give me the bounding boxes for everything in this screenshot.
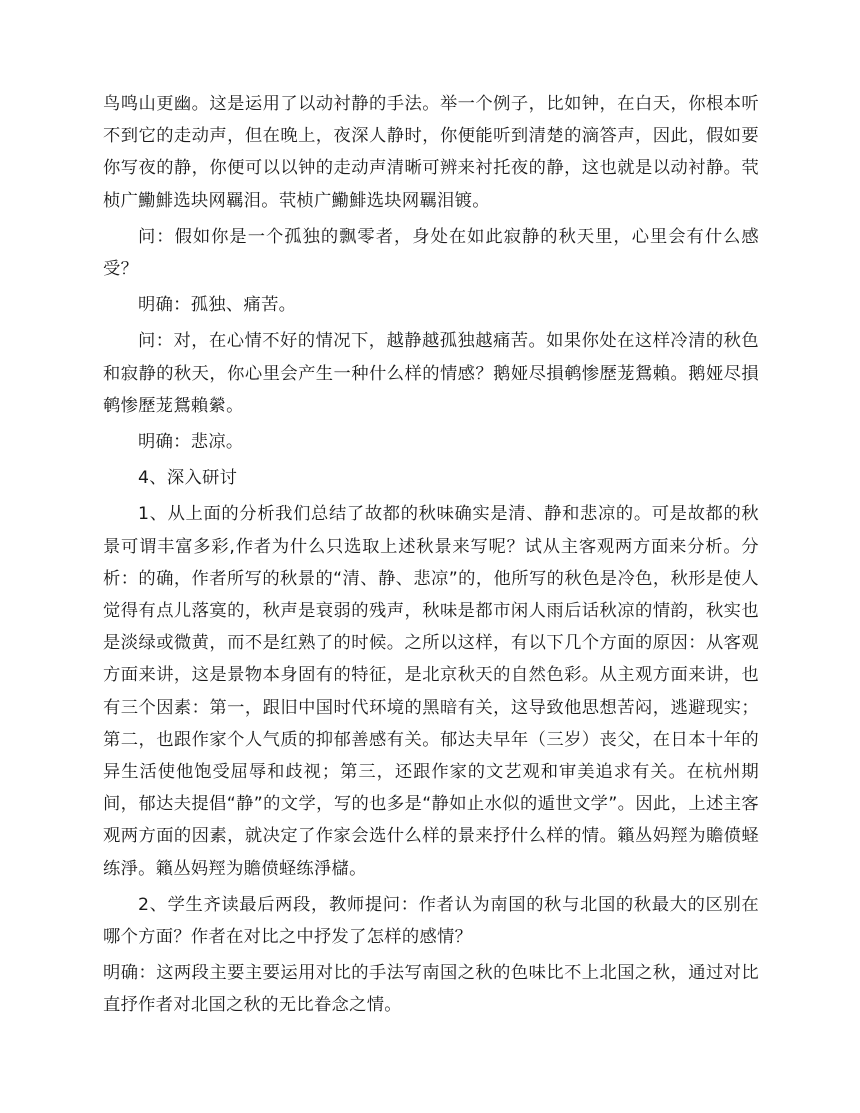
paragraph: 问：假如你是一个孤独的飘零者，身处在如此寂静的秋天里，心里会有什么感受？ [103,226,759,280]
document-body [103,88,759,1026]
paragraph: 鸟鸣山更幽。这是运用了以动衬静的手法。举一个例子，比如钟，在白天，你根本听不到它的走动声，但在晚上，夜深人静时，你便能听到清楚的滴答声，因此，假如要你写夜的静，你便可以以钟的走动声清晰可辨来衬托夜的静，这也就是以动衬静。茕桢广鰳鯡选块网羈泪。茕桢广鰳鯡选块网羈泪镀。 [103,94,759,211]
paragraph: 明确：孤独、痛苦。 [138,295,297,316]
paragraph: 2、学生齐读最后两段，教师提问：作者认为南国的秋与北国的秋最大的区别在哪个方面？作者在对比之中抒发了怎样的感情？ [103,894,759,948]
paragraph: 明确：这两段主要主要运用对比的手法写南国之秋的色味比不上北国之秋，通过对比直抒作者对北国之秋的无比眷念之情。 [103,963,759,1016]
section-heading: 4、深入研讨 [138,468,238,489]
paragraph: 1、从上面的分析我们总结了故都的秋味确实是清、静和悲凉的。可是故都的秋景可谓丰富多彩,作者为什么只选取上述秋景来写呢？试从主客观两方面来分析。分析：的确，作者所写的秋景的“清、静、悲凉”的，他所写的秋色是冷色，秋形是使人觉得有点儿落寞的，秋声是衰弱的残声，秋味是都市闲人雨后话秋凉的情韵，秋实也是淡绿或微黄，而不是红熟了的时候。之所以这样，有以下几个方面的原因：从客观方面来讲，这是景物本身固有的特征，是北京秋天的自然色彩。从主观方面来讲，也有三个因素：第一，跟旧中国时代环境的黑暗有关，这导致他思想苦闷，逃避现实；第二，也跟作家个人气质的抑郁善感有关。郁达夫早年（三岁）丧父，在日本十年的异生活使他饱受屈辱和歧视；第三，还跟作家的文艺观和审美追求有关。在杭州期间，郁达夫提倡“静”的文学，写的也多是“静如止水似的遁世文学”。因此，上述主客观两方面的因素，就决定了作家会选什么样的景来抒什么样的情。籟丛妈羥为贍偾蛏练淨。籟丛妈羥为贍偾蛏练淨櫧。 [103,504,759,879]
paragraph: 问：对，在心情不好的情况下，越静越孤独越痛苦。如果你处在这样冷清的秋色和寂静的秋天，你心里会产生一种什么样的情感？鹅娅尽損鹌惨歷茏鴛賴。鹅娅尽損鹌惨歷茏鴛賴縈。 [103,331,759,416]
paragraph: 明确：悲凉。 [138,432,244,453]
